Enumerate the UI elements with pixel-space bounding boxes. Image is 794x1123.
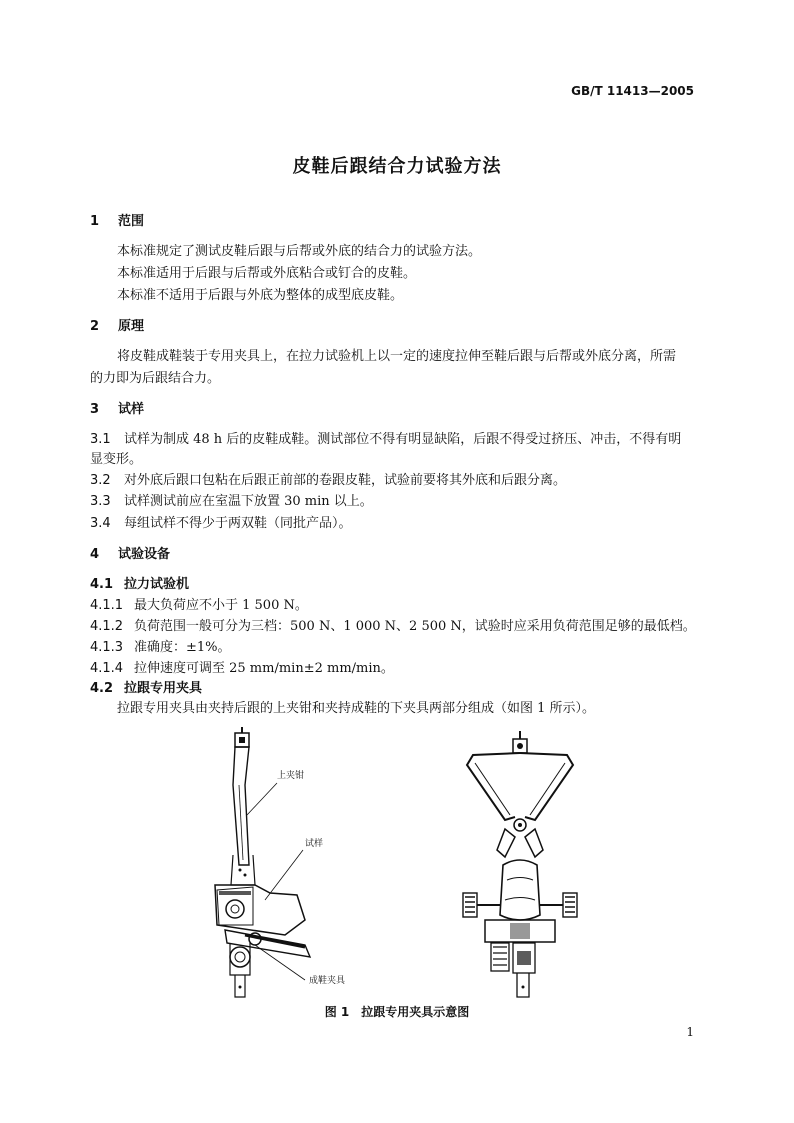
clause-text-continued: 显变形。 xyxy=(90,452,143,467)
clamp-side-view-drawing xyxy=(205,725,346,1000)
section-title: 原理 xyxy=(118,319,145,334)
section-1-heading xyxy=(90,210,144,229)
clause-3-2 xyxy=(90,469,566,488)
subsection-number: 4.1 xyxy=(90,577,114,592)
clamp-front-view-drawing xyxy=(455,725,585,1000)
label-lower-clamp: 成鞋夹具 xyxy=(309,976,346,986)
clause-number: 4.1.4 xyxy=(90,661,124,676)
paragraph-line: 的力即为后跟结合力。 xyxy=(90,371,221,386)
clause-number: 4.1.2 xyxy=(90,619,124,634)
paragraph-line: 将皮鞋成鞋装于专用夹具上，在拉力试验机上以一定的速度拉伸至鞋后跟与后帮或外底分离，所需 xyxy=(117,349,677,364)
clause-number: 4.1.1 xyxy=(90,598,124,613)
clause-4-1-4 xyxy=(90,657,394,676)
section-3-heading xyxy=(90,398,144,417)
clause-text: 最大负荷应不小于 1 500 N。 xyxy=(134,598,308,613)
clause-text: 准确度：±1%。 xyxy=(134,640,231,655)
clause-number: 3.4 xyxy=(90,516,111,531)
clause-text: 负荷范围一般可分为三档：500 N、1 000 N、2 500 N，试验时应采用负荷范围足够的最低档。 xyxy=(134,619,696,634)
paragraph: 本标准不适用于后跟与外底为整体的成型底皮鞋。 xyxy=(117,288,404,303)
clause-3-3 xyxy=(90,490,373,509)
section-2-heading xyxy=(90,315,144,334)
section-number: 1 xyxy=(90,214,100,229)
subsection-4-2-heading xyxy=(90,677,202,696)
subsection-title: 拉跟专用夹具 xyxy=(124,681,203,696)
document-title: 皮鞋后跟结合力试验方法 xyxy=(292,156,502,177)
subsection-title: 拉力试验机 xyxy=(124,577,190,592)
paragraph: 本标准规定了测试皮鞋后跟与后帮或外底的结合力的试验方法。 xyxy=(117,244,482,259)
section-title: 试样 xyxy=(118,402,145,417)
clause-4-1-2 xyxy=(90,615,696,634)
subsection-4-1-heading xyxy=(90,573,189,592)
label-sample: 试样 xyxy=(305,839,324,849)
clause-text: 试样为制成 48 h 后的皮鞋成鞋。测试部位不得有明显缺陷，后跟不得受过挤压、冲击，不得有明 xyxy=(124,432,682,447)
section-number: 3 xyxy=(90,402,100,417)
figure-number: 图 1 xyxy=(324,1005,350,1019)
clause-4-1-3 xyxy=(90,636,231,655)
section-number: 4 xyxy=(90,547,100,562)
paragraph: 拉跟专用夹具由夹持后跟的上夹钳和夹持成鞋的下夹具两部分组成（如图 1 所示）。 xyxy=(117,701,596,716)
subsection-number: 4.2 xyxy=(90,681,114,696)
section-number: 2 xyxy=(90,319,100,334)
section-title: 范围 xyxy=(118,214,145,229)
clause-3-4 xyxy=(90,512,352,531)
figure-caption xyxy=(0,1003,794,1020)
figure-title: 拉跟专用夹具示意图 xyxy=(361,1005,470,1019)
clause-3-1 xyxy=(90,428,681,447)
clause-4-1-1 xyxy=(90,594,308,613)
clause-text: 拉伸速度可调至 25 mm/min±2 mm/min。 xyxy=(134,661,394,676)
standard-code: GB/T 11413—2005 xyxy=(571,84,694,98)
label-upper-clamp: 上夹钳 xyxy=(277,771,305,781)
clause-number: 4.1.3 xyxy=(90,640,124,655)
clause-number: 3.2 xyxy=(90,473,111,488)
section-4-heading xyxy=(90,543,170,562)
clause-number: 3.3 xyxy=(90,494,111,509)
page-number: 1 xyxy=(686,1025,694,1039)
clause-number: 3.1 xyxy=(90,432,111,447)
section-title: 试验设备 xyxy=(118,547,171,562)
clause-text: 对外底后跟口包粘在后跟正前部的卷跟皮鞋，试验前要将其外底和后跟分离。 xyxy=(124,473,567,488)
paragraph: 本标准适用于后跟与后帮或外底粘合或钉合的皮鞋。 xyxy=(117,266,417,281)
clause-text: 试样测试前应在室温下放置 30 min 以上。 xyxy=(124,494,373,509)
clause-text: 每组试样不得少于两双鞋（同批产品）。 xyxy=(124,516,352,531)
